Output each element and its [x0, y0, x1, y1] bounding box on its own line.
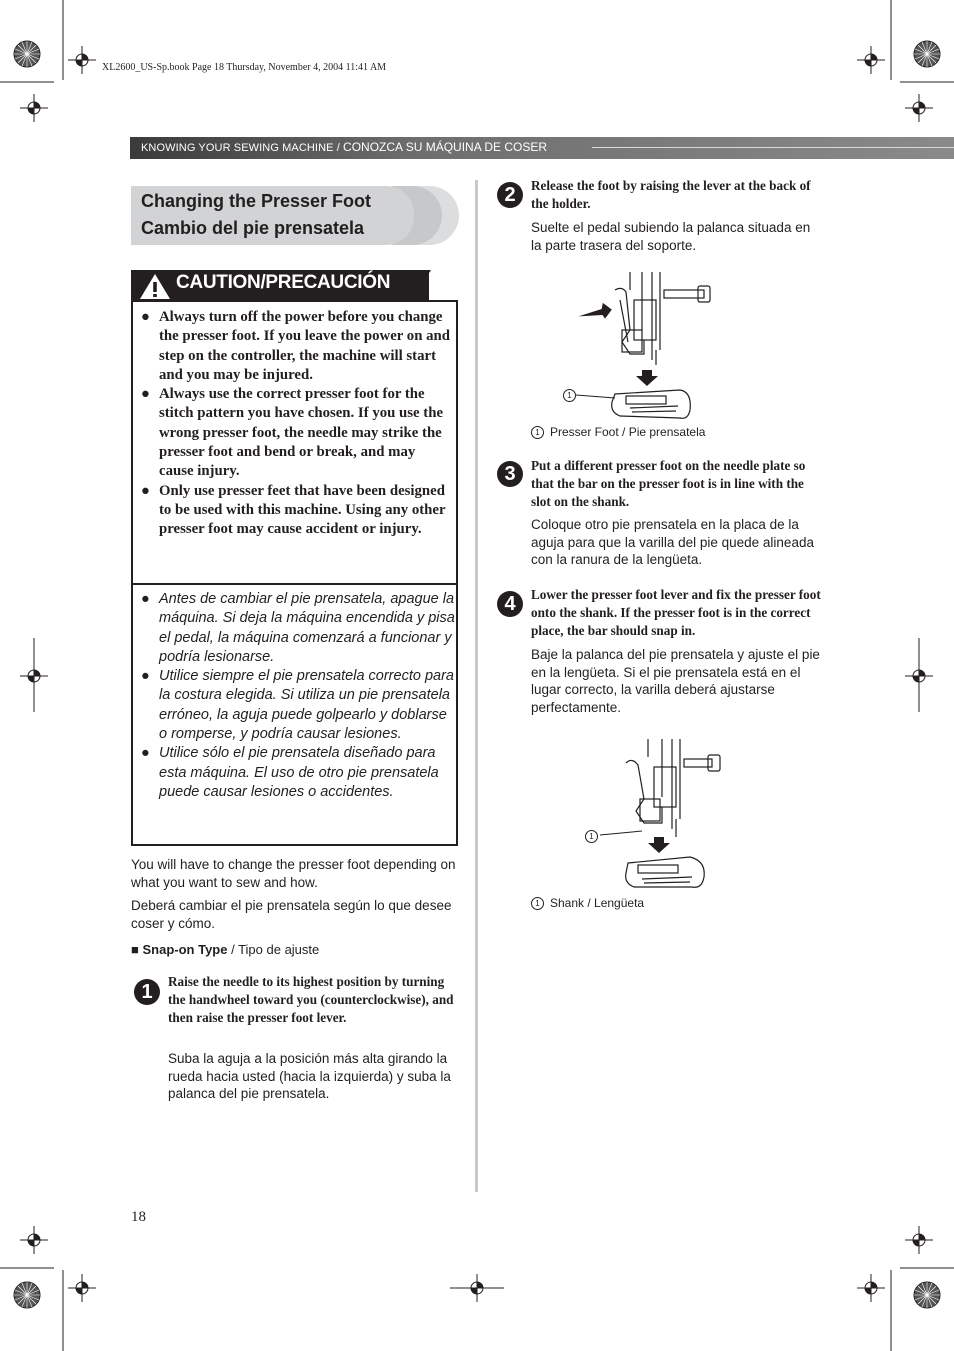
caution-item-text: Antes de cambiar el pie prensatela, apague la máquina. Si deja la máquina encendida y pisa el pedal, la máquina comenzará a funcionar y podría lesionarse.	[159, 591, 455, 665]
print-stamp: XL2600_US-Sp.book Page 18 Thursday, November 4, 2004 11:41 AM	[102, 62, 387, 73]
bullet-icon: ●	[141, 745, 150, 762]
list-item	[141, 744, 457, 802]
header-rule	[592, 147, 954, 148]
caution-label: CAUTION/PRECAUCIÓN	[176, 272, 391, 293]
warning-icon	[139, 273, 171, 300]
step-number-1: 1	[134, 979, 160, 1005]
step-1-english: Raise the needle to its highest position by turning the handwheel toward you (counterclockwise), and then raise the presser foot lever.	[168, 974, 454, 1025]
figure-1-callout	[563, 388, 582, 402]
figure-2-caption	[531, 896, 644, 910]
presser-foot-release-illustration	[560, 270, 720, 425]
callout-1-icon: 1	[585, 830, 598, 843]
list-item	[141, 385, 451, 481]
caption-english: Presser Foot /	[550, 425, 629, 439]
caution-item-text: Always use the correct presser foot for the stitch pattern you have chosen. If you use the wrong presser foot, the needle may strike the presser foot and bend or break, and may cause injury.	[159, 386, 444, 480]
intro-spanish: Deberá cambiar el pie prensatela según lo que desee coser y cómo.	[131, 898, 452, 931]
figure-1-caption	[531, 425, 705, 439]
step-number-3: 3	[497, 461, 523, 487]
step-number-4: 4	[497, 591, 523, 617]
list-item	[141, 482, 451, 540]
caution-spanish-list	[141, 590, 457, 802]
step-2-english: Release the foot by raising the lever at the back of the holder.	[531, 178, 811, 211]
figure-2-callout	[585, 829, 604, 843]
caption-english: Shank /	[550, 896, 595, 910]
caution-english-list	[141, 308, 451, 540]
section-title-english: Changing the Presser Foot	[141, 191, 372, 211]
step-3-spanish: Coloque otro pie prensatela en la placa de la aguja para que la varilla del pie quede alineada con la ranura de la lengüeta.	[531, 517, 814, 567]
bullet-icon: ●	[141, 591, 150, 607]
subheading-separator: /	[227, 942, 239, 957]
caution-divider	[131, 583, 458, 585]
caution-item-text: Only use presser feet that have been designed to be used with this machine. Using any other presser foot may cause accident or injury.	[159, 482, 446, 538]
list-item	[141, 308, 451, 385]
bullet-icon: ●	[141, 309, 150, 325]
step-1-spanish: Suba la aguja a la posición más alta girando la rueda hacia usted (hacia la izquierda) y suba la palanca del pie prensatela.	[168, 1051, 451, 1101]
intro-english: You will have to change the presser foot depending on what you want to sew and how.	[131, 857, 456, 890]
step-number-2: 2	[497, 182, 523, 208]
caution-item-text: Utilice sólo el pie prensatela diseñado para esta máquina. El uso de otro pie prensatela puede causar lesiones o accidentes.	[159, 745, 439, 800]
shank-attach-illustration	[580, 737, 730, 895]
header-english: KNOWING YOUR SEWING MACHINE /	[141, 142, 344, 154]
page-number: 18	[131, 1209, 146, 1225]
list-item	[141, 667, 457, 744]
subheading	[131, 941, 319, 959]
callout-1-icon: 1	[531, 426, 544, 439]
subheading-spanish: Tipo de ajuste	[238, 942, 320, 957]
caution-item-text: Utilice siempre el pie prensatela correcto para la costura elegida. Si utiliza un pie prensatela erróneo, la aguja puede golpearlo y doblarse o romperse, y podría causar lesiones.	[159, 668, 454, 743]
subheading-english: Snap-on Type	[142, 942, 228, 957]
step-4-spanish: Baje la palanca del pie prensatela y ajuste el pie en la lengüeta. Si el pie prensatela está en el lugar correcto, la varilla deberá ajustarse perfectamente.	[531, 647, 820, 715]
caution-banner-edge	[411, 270, 431, 301]
caution-item-text: Always turn off the power before you change the presser foot. If you leave the power on and step on the controller, the machine will start and you may be injured.	[159, 309, 450, 383]
bullet-icon: ●	[141, 668, 150, 685]
step-4-english: Lower the presser foot lever and fix the presser foot onto the shank. If the presser foot is in the correct place, the bar should snap in.	[531, 587, 821, 638]
step-2-spanish: Suelte el pedal subiendo la palanca situada en la parte trasera del soporte.	[531, 220, 811, 253]
bullet-icon: ●	[141, 386, 150, 403]
column-divider	[475, 180, 478, 1192]
section-title-spanish: Cambio del pie prensatela	[141, 218, 365, 238]
list-item	[141, 590, 457, 667]
header-spanish: CONOZCA SU MÁQUINA DE COSER	[343, 140, 548, 154]
running-header	[141, 140, 547, 154]
caption-spanish: Lengüeta	[594, 896, 645, 910]
caption-spanish: Pie prensatela	[628, 425, 706, 439]
callout-1-icon: 1	[563, 389, 576, 402]
bullet-icon: ●	[141, 482, 150, 499]
callout-1-icon: 1	[531, 897, 544, 910]
step-3-english: Put a different presser foot on the needle plate so that the bar on the presser foot is in line with the slot on the shank.	[531, 458, 806, 509]
square-icon: ■	[131, 942, 139, 957]
